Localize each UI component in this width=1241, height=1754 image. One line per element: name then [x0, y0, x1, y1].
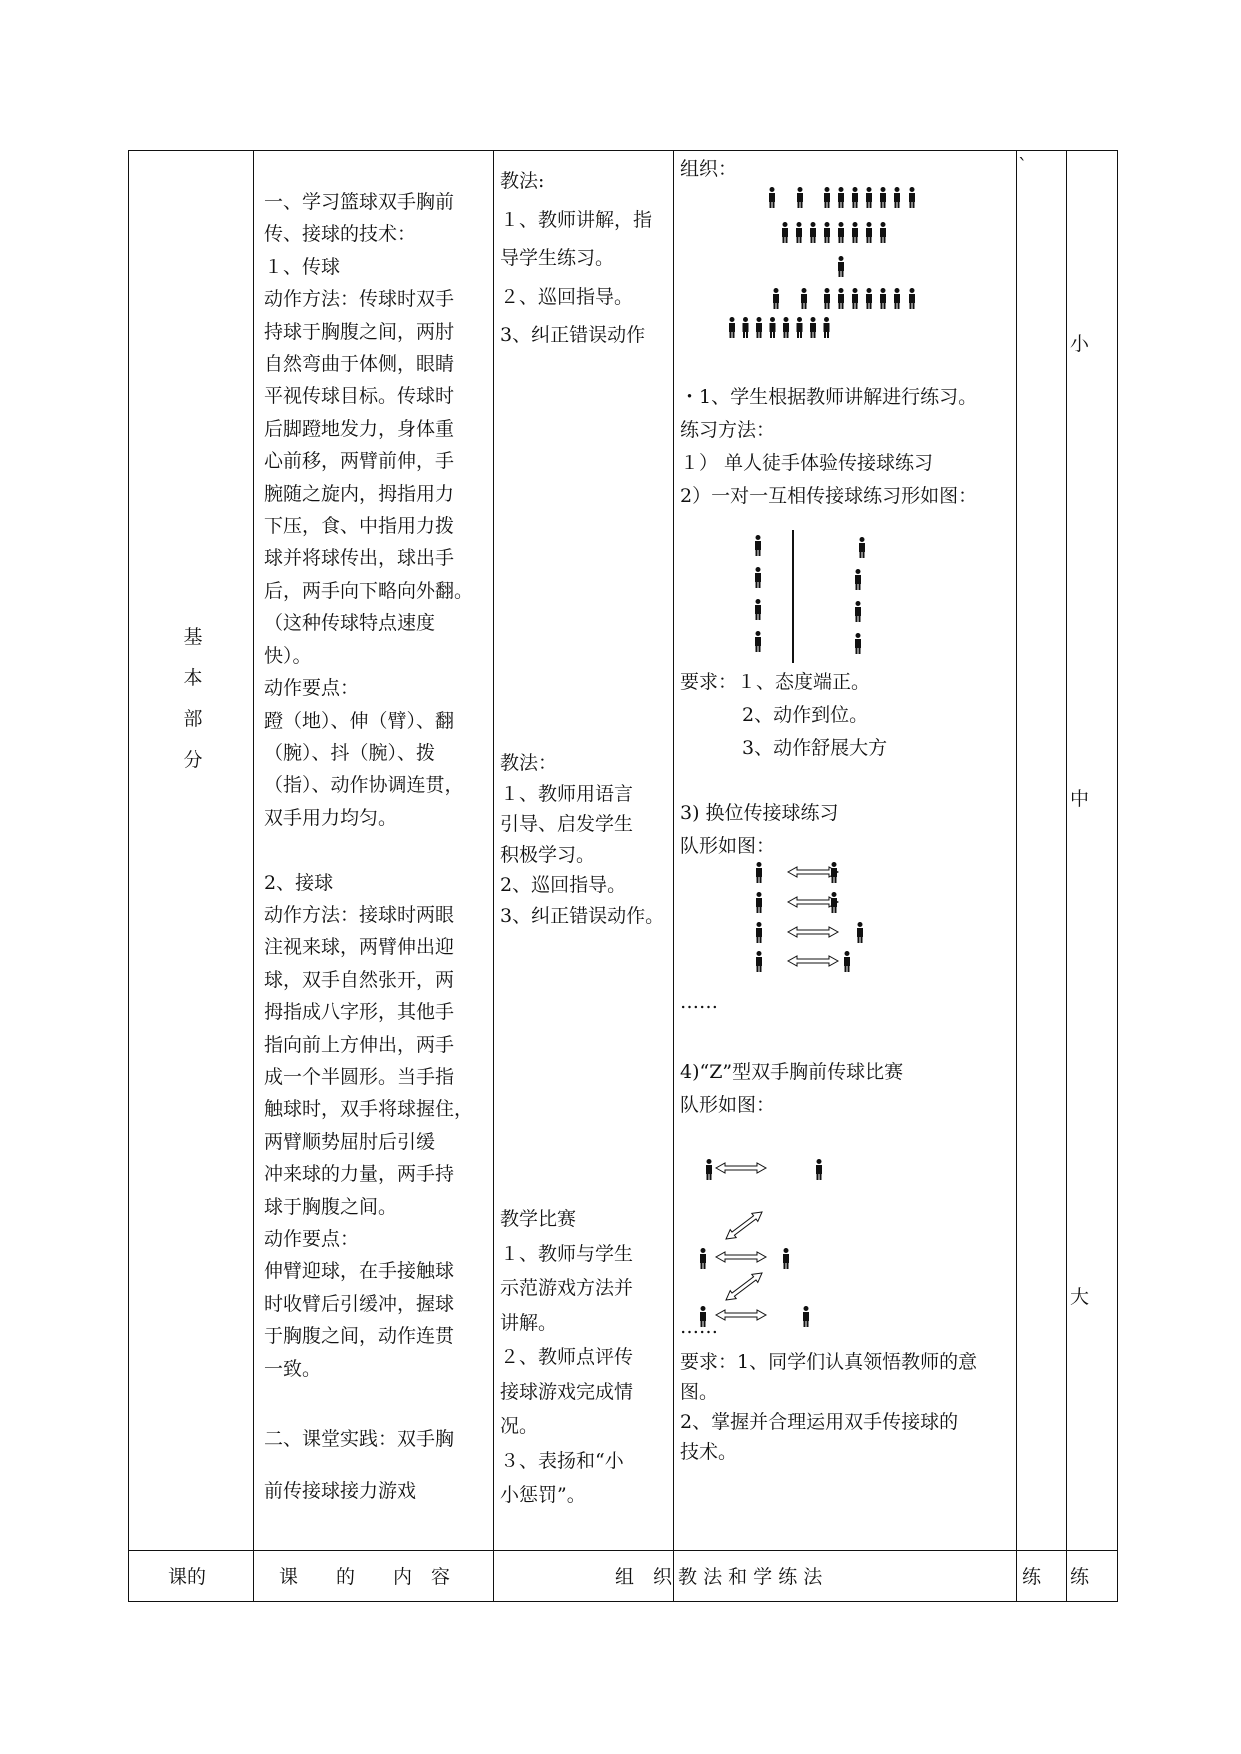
- content-line: 球于胸腹之间。: [264, 1195, 398, 1218]
- section-char: 分: [183, 749, 203, 771]
- person-icon: [838, 288, 844, 309]
- method-line: 况。: [500, 1415, 539, 1437]
- content-line: 成一个半圆形。当手指: [264, 1065, 455, 1088]
- method-line: ２、教师点评传: [500, 1346, 634, 1368]
- person-icon: [756, 922, 762, 943]
- person-icon: [773, 288, 779, 309]
- content-line: 心前移，两臂前伸，手: [264, 450, 455, 473]
- content-line: 动作要点：: [264, 677, 360, 700]
- content-line: 下压，食、中指用力拨: [264, 515, 455, 538]
- ellipsis: ……: [680, 991, 718, 1013]
- method-line: 教法：: [500, 752, 558, 774]
- requirements-2: [680, 1347, 977, 1467]
- content-line: 冲来球的力量，两手持: [264, 1163, 455, 1186]
- person-icon: [801, 288, 807, 309]
- person-icon: [880, 222, 886, 243]
- person-icon: [859, 537, 865, 558]
- content-line: 后，两手向下略向外翻。: [264, 579, 474, 602]
- formation-diagram-2: [750, 530, 900, 670]
- double-arrow-icon: [788, 867, 838, 877]
- practice-line: 二、课堂实践：双手胸: [264, 1428, 455, 1450]
- person-icon: [855, 633, 861, 654]
- footer-col-2: 课 的 内 容: [279, 1566, 451, 1588]
- method-line: 3、纠正错误动作: [500, 324, 646, 346]
- person-icon: [866, 222, 872, 243]
- method-line: ３、表扬和“小: [500, 1449, 624, 1472]
- method-line: 示范游戏方法并: [500, 1277, 634, 1299]
- content-line: 蹬（地）、伸（臂）、翻: [264, 709, 455, 732]
- org-line: 练习方法：: [680, 419, 776, 441]
- req-line: 2、动作到位。: [742, 704, 869, 726]
- method-line: 3、纠正错误动作。: [500, 904, 665, 927]
- content-line: 球并将球传出，球出手: [264, 547, 455, 570]
- person-icon: [706, 1159, 712, 1180]
- formation-diagram-4: [700, 1150, 850, 1310]
- org-line: 队形如图：: [680, 835, 776, 857]
- person-icon: [824, 288, 830, 309]
- person-icon: [909, 288, 915, 309]
- content-line: 动作要点：: [264, 1227, 360, 1250]
- intensity-medium: 中: [1070, 788, 1090, 810]
- double-arrow-icon: [726, 1212, 762, 1239]
- person-icon: [894, 288, 900, 309]
- person-icon: [756, 317, 762, 338]
- person-icon: [880, 187, 886, 208]
- formation-diagram-3: [750, 862, 930, 992]
- content-line: 平视传球目标。传球时: [264, 385, 455, 408]
- content-column: [264, 186, 473, 1385]
- person-icon: [755, 599, 761, 620]
- method-line: 教学比赛: [500, 1208, 577, 1230]
- method-line: 积极学习。: [500, 843, 596, 866]
- org-line: 4)“Z”型双手胸前传球比赛: [680, 1061, 904, 1083]
- org-line: 3) 换位传接球练习: [680, 802, 839, 824]
- person-icon: [838, 256, 844, 277]
- person-icon: [831, 862, 837, 883]
- content-line: （指）、动作协调连贯，: [264, 774, 464, 797]
- person-icon: [783, 1248, 789, 1269]
- content-line: 时收臂后引缓冲，握球: [264, 1292, 455, 1315]
- content-line: 2、接球: [264, 871, 334, 894]
- content-line: 指向前上方伸出，两手: [264, 1033, 455, 1056]
- org-line: ・1、学生根据教师讲解进行练习。: [680, 386, 978, 408]
- method-line: 导学生练习。: [500, 247, 615, 269]
- person-icon: [782, 222, 788, 243]
- org-line: １） 单人徒手体验传接球练习: [680, 452, 934, 474]
- content-line: 动作方法：接球时两眼: [264, 903, 455, 926]
- content-line: 两臂顺势屈肘后引缓: [264, 1130, 436, 1153]
- req-line: 要求：1、同学们认真领悟教师的意: [680, 1351, 978, 1373]
- person-icon: [824, 222, 830, 243]
- req-line: 图。: [680, 1381, 719, 1403]
- content-line: 持球于胸腹之间，两肘: [264, 320, 455, 343]
- ellipsis: ……: [680, 1316, 718, 1338]
- method-block-1: [500, 162, 652, 355]
- double-arrow-icon: [716, 1163, 766, 1173]
- method-line: １、教师讲解，指: [500, 208, 653, 231]
- content-line: 腕随之旋内，拇指用力: [264, 482, 455, 505]
- method-block-2: [500, 748, 664, 931]
- person-icon: [770, 317, 776, 338]
- person-icon: [755, 567, 761, 588]
- double-arrow-icon: [788, 927, 838, 937]
- person-icon: [852, 187, 858, 208]
- swap-practice-block: [680, 797, 839, 863]
- method-line: 教法:: [500, 170, 545, 192]
- person-icon: [810, 222, 816, 243]
- double-arrow-icon: [716, 1252, 766, 1262]
- person-icon: [855, 569, 861, 590]
- org-line: 2）一对一互相传接球练习形如图：: [680, 485, 978, 507]
- person-icon: [700, 1248, 706, 1269]
- footer-col-4: 练: [1022, 1566, 1042, 1588]
- content-line: 后脚蹬地发力，身体重: [264, 417, 455, 440]
- content-line: （这种传球特点速度: [264, 612, 436, 635]
- person-icon: [824, 317, 830, 338]
- content-line: 球，双手自然张开，两: [264, 968, 455, 991]
- org-line: 队形如图：: [680, 1094, 776, 1116]
- double-arrow-icon: [788, 956, 838, 966]
- z-shape-block: [680, 1056, 903, 1122]
- req-line: 3、动作舒展大方: [742, 737, 888, 759]
- content-line: 伸臂迎球，在手接触球: [264, 1260, 455, 1283]
- person-icon: [831, 892, 837, 913]
- content-line: 快）。: [264, 644, 312, 667]
- person-icon: [797, 317, 803, 338]
- double-arrow-icon: [726, 1273, 762, 1300]
- person-icon: [866, 187, 872, 208]
- method-line: 引导、启发学生: [500, 813, 634, 835]
- person-icon: [810, 317, 816, 338]
- person-icon: [816, 1159, 822, 1180]
- practice-method-block: [680, 381, 977, 513]
- method-line: １、教师用语言: [500, 782, 634, 805]
- person-icon: [852, 222, 858, 243]
- intensity-large: 大: [1070, 1286, 1090, 1308]
- content-line: １、传球: [264, 255, 341, 278]
- method-line: 小惩罚”。: [500, 1484, 586, 1506]
- formation-diagram-1: [700, 185, 930, 345]
- req-line: 2、掌握并合理运用双手传接球的: [680, 1411, 959, 1433]
- person-icon: [852, 288, 858, 309]
- method-line: ２、巡回指导。: [500, 285, 634, 308]
- section-char: 部: [183, 708, 203, 730]
- intensity-small: 小: [1070, 333, 1090, 355]
- person-icon: [756, 862, 762, 883]
- person-icon: [855, 601, 861, 622]
- tick-mark: `: [1018, 155, 1028, 177]
- content-line: 于胸腹之间，动作连贯: [264, 1325, 455, 1348]
- person-icon: [844, 951, 850, 972]
- person-icon: [909, 187, 915, 208]
- footer-col-1: 课的: [168, 1566, 207, 1588]
- req-line: 要求：１、态度端正。: [680, 671, 871, 693]
- person-icon: [796, 222, 802, 243]
- person-icon: [824, 187, 830, 208]
- requirements-1: [680, 666, 887, 765]
- person-icon: [866, 288, 872, 309]
- method-line: 2、巡回指导。: [500, 874, 627, 896]
- person-icon: [755, 631, 761, 652]
- person-icon: [729, 317, 735, 338]
- person-icon: [755, 535, 761, 556]
- content-line: 一、学习篮球双手胸前: [264, 191, 455, 213]
- person-icon: [880, 288, 886, 309]
- method-line: 接球游戏完成情: [500, 1380, 634, 1403]
- content-line: （腕）、抖（腕）、拨: [264, 741, 436, 764]
- practice-line: 前传接球接力游戏: [264, 1480, 417, 1502]
- person-icon: [769, 187, 775, 208]
- person-icon: [857, 922, 863, 943]
- person-icon: [783, 317, 789, 338]
- footer-col-3: 组 织 教 法 和 学 练 法: [615, 1566, 823, 1588]
- content-line: 拇指成八字形，其他手: [264, 1001, 455, 1024]
- person-icon: [797, 187, 803, 208]
- footer-col-5: 练: [1070, 1566, 1090, 1588]
- person-icon: [756, 892, 762, 913]
- content-line: 一致。: [264, 1357, 322, 1380]
- content-line: 传、接球的技术：: [264, 223, 417, 246]
- person-icon: [838, 222, 844, 243]
- person-icon: [838, 187, 844, 208]
- content-line: 触球时，双手将球握住，: [264, 1098, 474, 1121]
- content-line: 注视来球，两臂伸出迎: [264, 936, 455, 959]
- double-arrow-icon: [788, 897, 838, 907]
- person-icon: [894, 187, 900, 208]
- person-icon: [756, 951, 762, 972]
- practice-block: [264, 1413, 454, 1517]
- method-line: １、教师与学生: [500, 1242, 634, 1265]
- section-char: 基: [183, 626, 203, 648]
- method-line: 讲解。: [500, 1311, 558, 1334]
- method-block-3: [500, 1202, 633, 1513]
- section-char: 本: [183, 667, 203, 689]
- section-label: [178, 617, 208, 781]
- org-label: 组织：: [680, 158, 738, 180]
- req-line: 技术。: [680, 1441, 738, 1463]
- content-line: 动作方法：传球时双手: [264, 288, 455, 311]
- content-line: [264, 834, 473, 866]
- content-line: 双手用力均匀。: [264, 806, 398, 829]
- person-icon: [743, 317, 749, 338]
- content-line: 自然弯曲于体侧，眼睛: [264, 353, 455, 376]
